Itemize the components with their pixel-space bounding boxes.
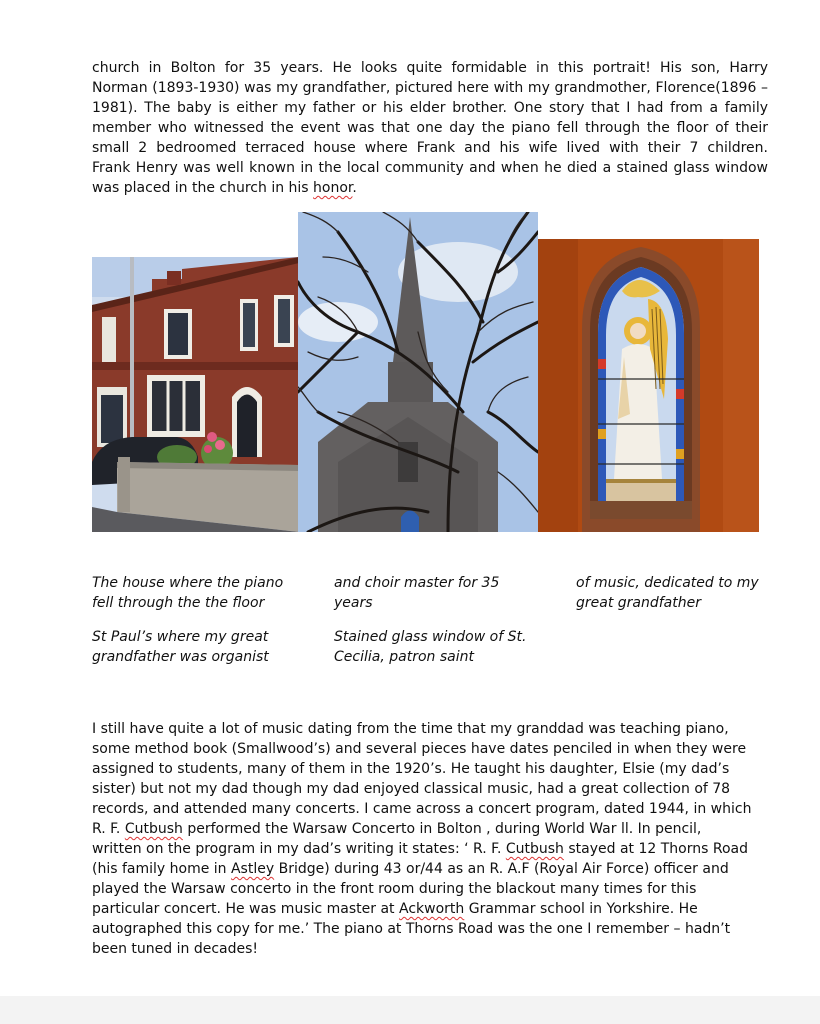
caption-window: Stained glass window of St. Cecilia, patron saint [334, 629, 527, 665]
body-line: played the Warsaw concerto in the front room during the blackout many times for this [92, 881, 697, 897]
spellcheck-word: Astley [230, 861, 275, 877]
body-line: I still have quite a lot of music dating from the time that my granddad was teaching piano, [92, 721, 729, 737]
spellcheck-word: honor [313, 180, 353, 196]
body-line: records, and attended many concerts. I came across a concert program, dated 1944, in which [92, 801, 752, 817]
caption-window-continued: of music, dedicated to my great grandfather [576, 575, 759, 611]
intro-line: 1981). The baby is either my father or his elder brother. One story that I had from a family [92, 100, 768, 116]
body-line [92, 819, 768, 839]
spellcheck-word: Ackworth [398, 901, 465, 917]
body-text-fragment: particular concert. He was music master at [92, 901, 399, 917]
body-line: sister) but not my dad though my dad enjoyed classical music, had a great collection of 78 [92, 781, 731, 797]
body-text-fragment: Grammar school in Yorkshire. He [464, 901, 698, 917]
caption-column-2 [334, 573, 534, 681]
intro-line: Norman (1893-1930) was my grandfather, pictured here with my grandmother, Florence(1896 – [92, 80, 768, 96]
spellcheck-word: Cutbush [505, 841, 564, 857]
intro-line: church in Bolton for 35 years. He looks quite formidable in this portrait! His son, Harry [92, 60, 768, 76]
body-text-fragment: R. F. [92, 821, 125, 837]
caption-church: St Paul’s where my great grandfather was organist [92, 629, 269, 665]
body-paragraph-2 [92, 719, 768, 959]
page-bottom-band [0, 996, 820, 1024]
body-text-fragment: stayed at 12 Thorns Road [563, 841, 748, 857]
body-text-fragment: (his family home in [92, 861, 231, 877]
body-line: autographed this copy for me.’ The piano at Thorns Road was the one I remember – hadn’t [92, 921, 731, 937]
body-line [92, 899, 768, 919]
caption-house: The house where the piano fell through the the floor [92, 575, 284, 611]
intro-line: member who witnessed the event was that one day the piano fell through the floor of their [92, 120, 768, 136]
house-photo [92, 257, 299, 532]
body-text-fragment: Bridge) during 43 or/44 as an R. A.F (Royal Air Force) officer and [274, 861, 729, 877]
body-text-fragment: written on the program in my dad’s writing it states: ‘ R. F. [92, 841, 506, 857]
intro-line: small 2 bedroomed terraced house where Frank and his wife lived with their 7 children. [92, 140, 768, 156]
caption-church-continued: and choir master for 35 years [334, 575, 500, 611]
caption-column-3 [576, 573, 776, 627]
body-line: some method book (Smallwood’s) and several pieces have dates penciled in when they were [92, 741, 747, 757]
intro-paragraph [92, 58, 768, 198]
intro-text-fragment: was placed in the church in his [92, 180, 314, 196]
caption-column-1 [92, 573, 292, 681]
body-line [92, 839, 768, 859]
stained-glass-photo [538, 239, 759, 532]
spellcheck-word: Cutbush [124, 821, 183, 837]
body-line: assigned to students, many of them in the 1920’s. He taught his daughter, Elsie (my dad’s [92, 761, 730, 777]
body-line [92, 859, 768, 879]
intro-line-last [92, 178, 768, 198]
intro-line: Frank Henry was well known in the local community and when he died a stained glass window [92, 160, 768, 176]
church-photo [298, 212, 538, 532]
intro-text-fragment: . [352, 180, 357, 196]
body-text-fragment: performed the Warsaw Concerto in Bolton , during World War ll. In pencil, [182, 821, 702, 837]
body-line: been tuned in decades! [92, 941, 259, 957]
